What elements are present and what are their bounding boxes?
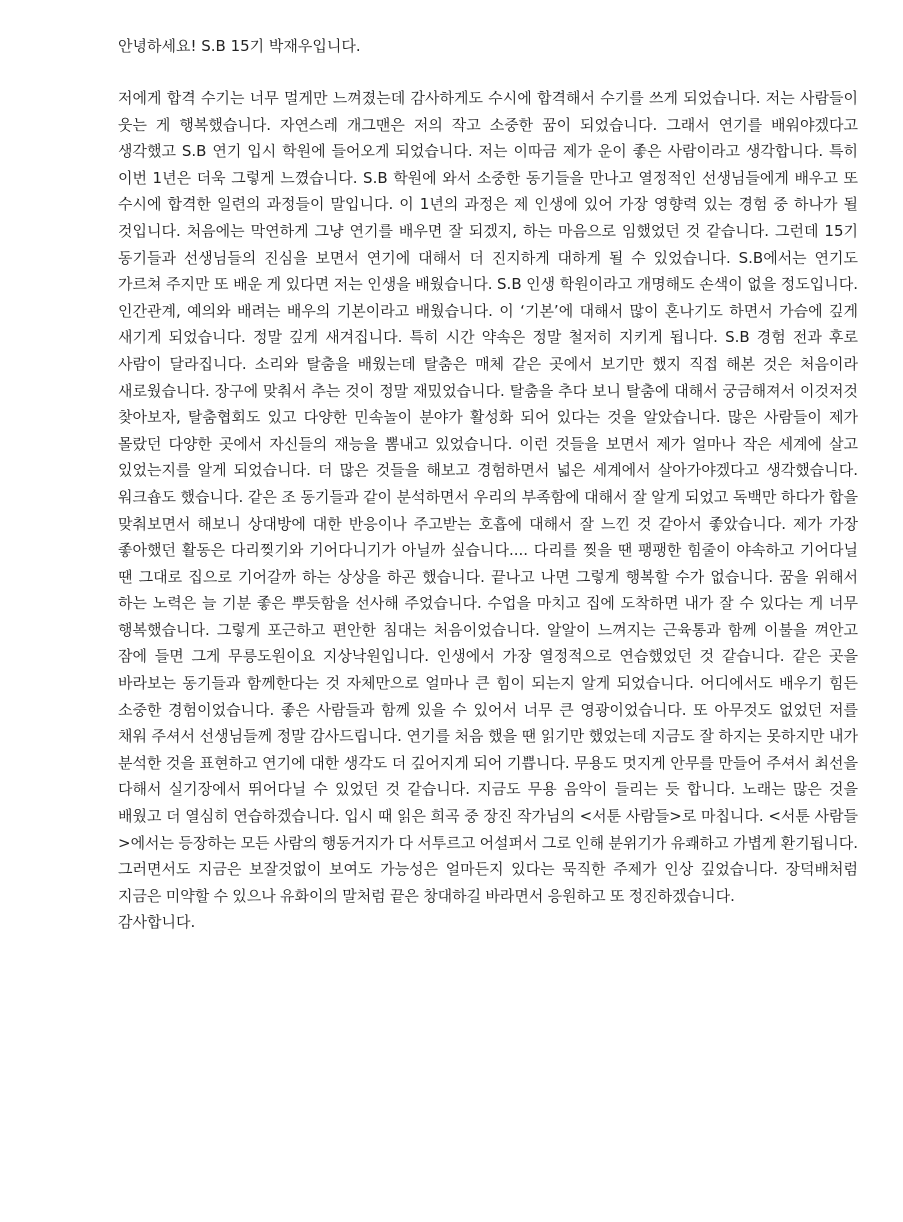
document-page [118, 33, 858, 935]
greeting-line: 안녕하세요! S.B 15기 박재우입니다. [118, 37, 361, 55]
body-paragraph: 저에게 합격 수기는 너무 멀게만 느껴졌는데 감사하게도 수시에 합격해서 수기를 쓰게 되었습니다. 저는 사람들이 웃는 게 행복했습니다. 자연스레 개그맨은 저의 작고 소중한 꿈이 되었습니다. 그래서 연기를 배워야겠다고 생각했고 S.B 연기 입시 학원에 들어오게 되었습니다. 저는 이따금 제가 운이 좋은 사람이라고 생각합니다. 특히 이번 1년은 더욱 그렇게 느꼈습니다. S.B 학원에 와서 소중한 동기들을 만나고 열정적인 선생님들에게 배우고 또 수시에 합격한 일련의 과정들이 말입니다. 이 1년의 과정은 제 인생에 있어 가장 영향력 있는 경험 중 하나가 될 것입니다. 처음에는 막연하게 그냥 연기를 배우면 잘 되겠지, 하는 마음으로 임했었던 것 같습니다. 그런데 15기 동기들과 선생님들의 진심을 보면서 연기에 대해서 더 진지하게 대하게 될 수 있었습니다. S.B에서는 연기도 가르쳐 주지만 또 배운 게 있다면 저는 인생을 배웠습니다. S.B 인생 학원이라고 개명해도 손색이 없을 정도입니다. 인간관계, 예의와 배려는 배우의 기본이라고 배웠습니다. 이 ‘기본’에 대해서 많이 혼나기도 하면서 가슴에 깊게 새기게 되었습니다. 정말 깊게 새겨집니다. 특히 시간 약속은 정말 철저히 지키게 됩니다. S.B 경험 전과 후로 사람이 달라집니다. 소리와 탈춤을 배웠는데 탈춤은 매체 같은 곳에서 보기만 했지 직접 해본 것은 처음이라 새로웠습니다. 장구에 맞춰서 추는 것이 정말 재밌었습니다. 탈춤을 추다 보니 탈춤에 대해서 궁금해져서 이것저것 찾아보자, 탈춤협회도 있고 다양한 민속놀이 분야가 활성화 되어 있다는 것을 알았습니다. 많은 사람들이 제가 몰랐던 다양한 곳에서 자신들의 재능을 뽐내고 있었습니다. 이런 것들을 보면서 제가 얼마나 작은 세계에 살고 있었는지를 알게 되었습니다. 더 많은 것들을 해보고 경험하면서 넓은 세계에서 살아가야겠다고 생각했습니다. 워크숍도 했습니다. 같은 조 동기들과 같이 분석하면서 우리의 부족함에 대해서 잘 알게 되었고 독백만 하다가 합을 맞춰보면서 해보니 상대방에 대한 반응이나 주고받는 호흡에 대해서 잘 느낀 것 같아서 좋았습니다. 제가 가장 좋아했던 활동은 다리찢기와 기어다니기가 아닐까 싶습니다.... 다리를 찢을 땐 팽팽한 힘줄이 야속하고 기어다닐 땐 그대로 집으로 기어갈까 하는 상상을 하곤 했습니다. 끝나고 나면 그렇게 행복할 수가 없습니다. 꿈을 위해서 하는 노력은 늘 기분 좋은 뿌듯함을 선사해 주었습니다. 수업을 마치고 집에 도착하면 내가 잘 수 있다는 게 너무 행복했습니다. 그렇게 포근하고 편안한 침대는 처음이었습니다. 알알이 느껴지는 근육통과 함께 이불을 껴안고 잠에 들면 그게 무릉도원이요 지상낙원입니다. 인생에서 가장 열정적으로 연습했었던 것 같습니다. 같은 곳을 바라보는 동기들과 함께한다는 것 자체만으로 얼마나 큰 힘이 되는지 알게 되었습니다. 어디에서도 배우기 힘든 소중한 경험이었습니다. 좋은 사람들과 함께 있을 수 있어서 너무 큰 영광이었습니다. 또 아무것도 없었던 저를 채워 주셔서 선생님들께 정말 감사드립니다. 연기를 처음 했을 땐 읽기만 했었는데 지금도 잘 하지는 못하지만 내가 분석한 것을 표현하고 연기에 대한 생각도 더 깊어지게 되어 기쁩니다. 무용도 멋지게 안무를 만들어 주셔서 최선을 다해서 실기장에서 뛰어다닐 수 있었던 것 같습니다. 지금도 무용 음악이 들리는 듯 합니다. 노래는 많은 것을 배웠고 더 열심히 연습하겠습니다. 입시 때 읽은 희곡 중 장진 작가님의 <서툰 사람들>로 마칩니다. <서툰 사람들>에서는 등장하는 모든 사람의 행동거지가 다 서투르고 어설퍼서 그로 인해 분위기가 유쾌하고 가볍게 환기됩니다. 그러면서도 지금은 보잘것없이 보여도 가능성은 얼마든지 있다는 묵직한 주제가 인상 깊었습니다. 장덕배처럼 지금은 미약할 수 있으나 유화이의 말처럼 끝은 창대하길 바라면서 응원하고 또 정진하겠습니다. [118, 89, 858, 905]
closing-line: 감사합니다. [118, 913, 196, 932]
blank-line [118, 59, 858, 85]
